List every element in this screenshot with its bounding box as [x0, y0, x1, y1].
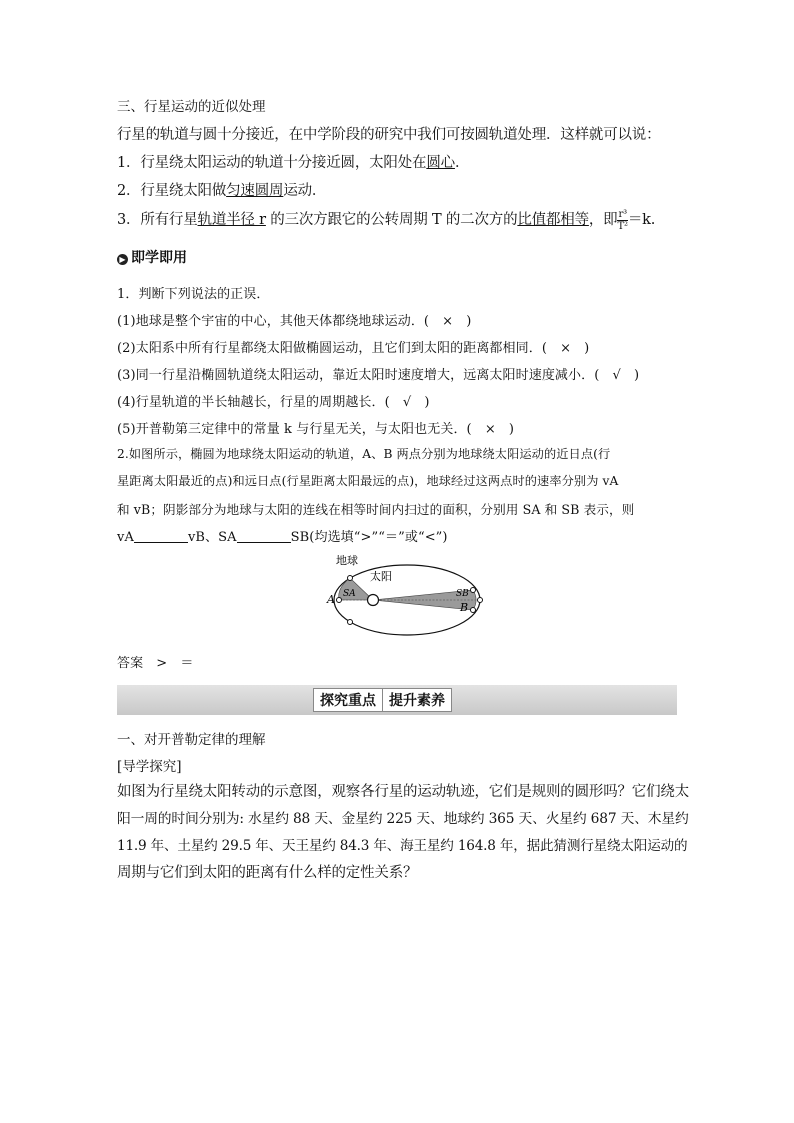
answer-blank: [134, 530, 188, 543]
list-item: 3．所有行星轨道半径 r 的三次方跟它的公转周期 T 的二次方的比值都相等，即 $\frac{\text{r³}}{\text{T²}}$ ＝k.: [117, 208, 656, 232]
answer-underline: 匀速圆周: [226, 183, 284, 199]
section-heading: 三、行星运动的近似处理: [117, 99, 266, 115]
answer-underline: 轨道半径 r: [197, 212, 266, 228]
list-item: (1)地球是整个宇宙的中心，其他天体都绕地球运动．( × ): [117, 314, 472, 329]
question-title: 1．判断下列说法的正误．: [117, 287, 270, 302]
question-blanks: vA vB、SA SB(均选填“>”“＝”或“<”): [117, 530, 448, 545]
list-item: (5)开普勒第三定律中的常量 k 与行星无关，与太阳也无关．( × ): [117, 422, 515, 437]
fraction: $\frac{\text{r³}}{\text{T²}}$: [617, 208, 628, 232]
paragraph: 周期与它们到太阳的距离有什么样的定性关系？: [117, 865, 418, 881]
answer-text: 答案 > ＝: [117, 656, 194, 671]
earth-label: 地球: [336, 554, 358, 567]
answer-blank: [237, 530, 291, 543]
section-banner: [117, 685, 677, 715]
banner-box: [313, 688, 452, 712]
paragraph: 11.9 年、土星约 29.5 年、天王星约 84.3 年、海王星约 164.8 年，据此猜测行星绕太阳运动的: [117, 838, 688, 854]
paragraph: 阳一周的时间分别为: 水星约 88 天、金星约 225 天、地球约 365 天、火星约 687 天、木星约: [117, 811, 689, 827]
answer-underline: 圆心: [426, 155, 455, 171]
practice-heading: ▶ 即学即用: [117, 247, 187, 267]
label-sb: SB: [456, 589, 469, 599]
point-b: [478, 598, 483, 603]
label-sa: SA: [343, 589, 356, 599]
question-text: 和 vB；阴影部分为地球与太阳的连线在相等时间内扫过的面积，分别用 SA 和 SB 表示，则: [117, 502, 635, 517]
paragraph: 行星的轨道与圆十分接近，在中学阶段的研究中我们可按圆轨道处理．这样就可以说：: [117, 127, 661, 143]
label-b: B: [460, 601, 469, 614]
sun-label: 太阳: [370, 570, 392, 583]
paragraph: 如图为行星绕太阳转动的示意图，观察各行星的运动轨迹，它们是规则的圆形吗？它们绕太: [117, 784, 689, 800]
tag-label: [导学探究]: [117, 759, 182, 775]
play-circle-icon: ▶: [117, 254, 128, 265]
list-item: (2)太阳系中所有行星都绕太阳做椭圆运动，且它们到太阳的距离都相同．( × ): [117, 341, 590, 356]
list-item: (4)行星轨道的半长轴越长，行星的周期越长．( √ ): [117, 395, 430, 410]
list-item: 1．行星绕太阳运动的轨道十分接近圆，太阳处在圆心．: [117, 155, 470, 171]
list-item: 2．行星绕太阳做匀速圆周运动．: [117, 183, 327, 199]
banner-right: 提升素养: [389, 693, 445, 709]
orbit-diagram: [327, 550, 480, 650]
sun-circle: [368, 595, 379, 606]
answer-underline: 比值都相等: [517, 212, 589, 228]
question-text: 2.如图所示，椭圆为地球绕太阳运动的轨道，A、B 两点分别为地球绕太阳运动的近日点(行: [117, 447, 611, 461]
section-heading: 一、对开普勒定律的理解: [117, 732, 266, 748]
label-a: A: [327, 593, 335, 606]
question-text: 星距离太阳最近的点)和远日点(行星距离太阳最远的点)，地球经过这两点时的速率分别为 vA: [117, 474, 619, 488]
list-item: (3)同一行星沿椭圆轨道绕太阳运动，靠近太阳时速度增大，远离太阳时速度减小．( √ ): [117, 368, 640, 383]
point-a: [337, 598, 342, 603]
banner-left: 探究重点: [320, 693, 376, 709]
